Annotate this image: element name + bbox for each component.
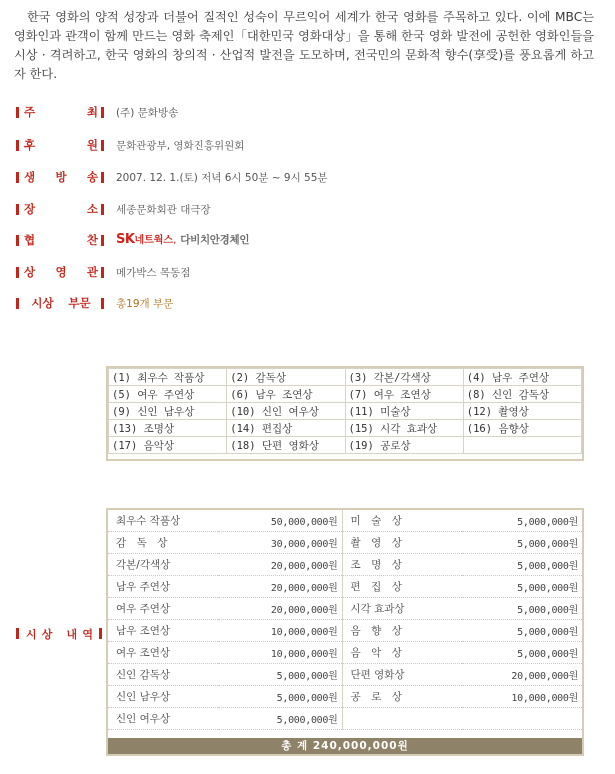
category-cell: (14) 편집상 [227, 420, 345, 437]
info-value: 세종문화회관 대극장 [116, 204, 211, 216]
prize-amount: 20,000,000원 [218, 576, 342, 598]
prize-award-name: 조 명 상 [342, 554, 462, 576]
info-label: 주 최 [16, 104, 104, 122]
prize-table [108, 510, 582, 730]
category-cell: (5) 여우 주연상 [109, 386, 227, 403]
prize-award-name: 각본/각색상 [108, 554, 218, 576]
category-cell: (2) 감독상 [227, 369, 345, 386]
category-cell: (16) 음향상 [463, 420, 581, 437]
prize-amount: 5,000,000원 [462, 642, 582, 664]
prize-amount: 20,000,000원 [218, 554, 342, 576]
info-row-broadcast [16, 169, 328, 189]
prize-amount: 20,000,000원 [218, 598, 342, 620]
prize-details-label: 시 상 내 역 [16, 626, 102, 642]
info-value: 메가박스 목동점 [116, 267, 191, 279]
info-row-sponsor [16, 137, 316, 157]
prize-award-name: 편 집 상 [342, 576, 462, 598]
table-row [109, 369, 582, 386]
category-cell: (18) 단편 영화상 [227, 437, 345, 454]
category-cell: (10) 신인 여우상 [227, 403, 345, 420]
info-value: (주) 문화방송 [116, 107, 179, 119]
prize-amount: 10,000,000원 [218, 620, 342, 642]
category-cell: (6) 남우 조연상 [227, 386, 345, 403]
prize-amount: 5,000,000원 [218, 664, 342, 686]
table-row [108, 554, 582, 576]
prize-award-name: 최우수 작품상 [108, 510, 218, 532]
info-label: 협 찬 [16, 232, 104, 250]
table-row [108, 664, 582, 686]
table-row [109, 386, 582, 403]
prize-award-name: 단편 영화상 [342, 664, 462, 686]
prize-amount: 10,000,000원 [462, 686, 582, 708]
prize-award-name: 촬 영 상 [342, 532, 462, 554]
prize-award-name: 공 로 상 [342, 686, 462, 708]
table-row [108, 510, 582, 532]
prize-amount: 5,000,000원 [462, 620, 582, 642]
prize-award-name: 여우 주연상 [108, 598, 218, 620]
category-cell: (4) 남우 주연상 [463, 369, 581, 386]
category-cell: (15) 시각 효과상 [345, 420, 463, 437]
prize-amount: 5,000,000원 [462, 576, 582, 598]
davich-logo: 다비치안경체인 [180, 234, 250, 246]
info-row-host [16, 104, 316, 124]
category-cell: (9) 신인 남우상 [109, 403, 227, 420]
category-cell [463, 437, 581, 454]
prize-amount: 5,000,000원 [462, 532, 582, 554]
info-label: 후 원 [16, 137, 104, 155]
info-row-venue [16, 201, 316, 221]
prize-amount: 50,000,000원 [218, 510, 342, 532]
info-row-theater [16, 264, 316, 284]
prize-award-name: 시각 효과상 [342, 598, 462, 620]
category-cell: (3) 각본/각색상 [345, 369, 463, 386]
prize-details-box [106, 508, 584, 756]
category-cell: (11) 미술상 [345, 403, 463, 420]
info-label: 생 방 송 [16, 169, 104, 187]
table-row [108, 598, 582, 620]
prize-amount: 5,000,000원 [218, 686, 342, 708]
table-row [109, 437, 582, 454]
prize-amount: 5,000,000원 [462, 554, 582, 576]
intro-text: 한국 영화의 양적 성장과 더불어 질적인 성숙이 무르익어 세계가 한국 영화를 주목하고 있다. 이에 MBC는 영화인과 관객이 함께 만드는 영화 축제인「대한민국 영화대상」을 통해 한국 영화 발전에 공헌한 영화인들을 시상 · 격려하고, 한국 영화의 창의적 · 산업적 발전을 도모하며, 전국민의 문화적 향수(享受)를 풍요롭게 하고자 한다. [14, 10, 594, 81]
prize-award-name: 음 악 상 [342, 642, 462, 664]
info-value: 2007. 12. 1.(토) 저녁 6시 50분 ~ 9시 55분 [116, 172, 328, 184]
table-row [108, 686, 582, 708]
table-row [109, 403, 582, 420]
info-value: 문화관광부, 영화진흥위원회 [116, 140, 245, 152]
category-cell: (13) 조명상 [109, 420, 227, 437]
prize-amount [462, 708, 582, 730]
prize-amount: 10,000,000원 [218, 642, 342, 664]
category-cell: (19) 공로상 [345, 437, 463, 454]
sk-logo: SK [116, 232, 135, 247]
info-row-cosponsor [16, 232, 316, 252]
prize-award-name: 신인 남우상 [108, 686, 218, 708]
prize-award-name [342, 708, 462, 730]
table-row [108, 642, 582, 664]
prize-award-name: 남우 주연상 [108, 576, 218, 598]
category-cell: (1) 최우수 작품상 [109, 369, 227, 386]
prize-total: 총 계 240,000,000원 [108, 738, 582, 754]
sk-networks-text: 네트웍스 [134, 235, 174, 246]
table-row [108, 576, 582, 598]
category-cell: (17) 음악상 [109, 437, 227, 454]
info-value: 총19개 부문 [116, 298, 174, 310]
info-label: 시상 부문 [16, 295, 104, 313]
sponsor-logos: SK네트웍스, 다비치안경체인 [116, 232, 250, 247]
intro-paragraph [14, 8, 594, 84]
info-label: 상 영 관 [16, 264, 104, 282]
category-cell: (8) 신인 감독상 [463, 386, 581, 403]
category-cell: (12) 촬영상 [463, 403, 581, 420]
prize-award-name: 미 술 상 [342, 510, 462, 532]
table-row [108, 532, 582, 554]
award-categories-box [106, 366, 584, 461]
prize-award-name: 남우 조연상 [108, 620, 218, 642]
prize-award-name: 신인 감독상 [108, 664, 218, 686]
prize-award-name: 음 향 상 [342, 620, 462, 642]
table-row [108, 620, 582, 642]
category-cell: (7) 여우 조연상 [345, 386, 463, 403]
award-categories-table [108, 368, 582, 454]
prize-amount: 5,000,000원 [218, 708, 342, 730]
prize-amount: 30,000,000원 [218, 532, 342, 554]
prize-award-name: 여우 조연상 [108, 642, 218, 664]
prize-award-name: 신인 여우상 [108, 708, 218, 730]
prize-amount: 20,000,000원 [462, 664, 582, 686]
table-row [109, 420, 582, 437]
table-row [108, 708, 582, 730]
prize-amount: 5,000,000원 [462, 510, 582, 532]
info-label: 장 소 [16, 201, 104, 219]
info-row-categories [16, 295, 316, 315]
prize-amount: 5,000,000원 [462, 598, 582, 620]
prize-award-name: 감 독 상 [108, 532, 218, 554]
